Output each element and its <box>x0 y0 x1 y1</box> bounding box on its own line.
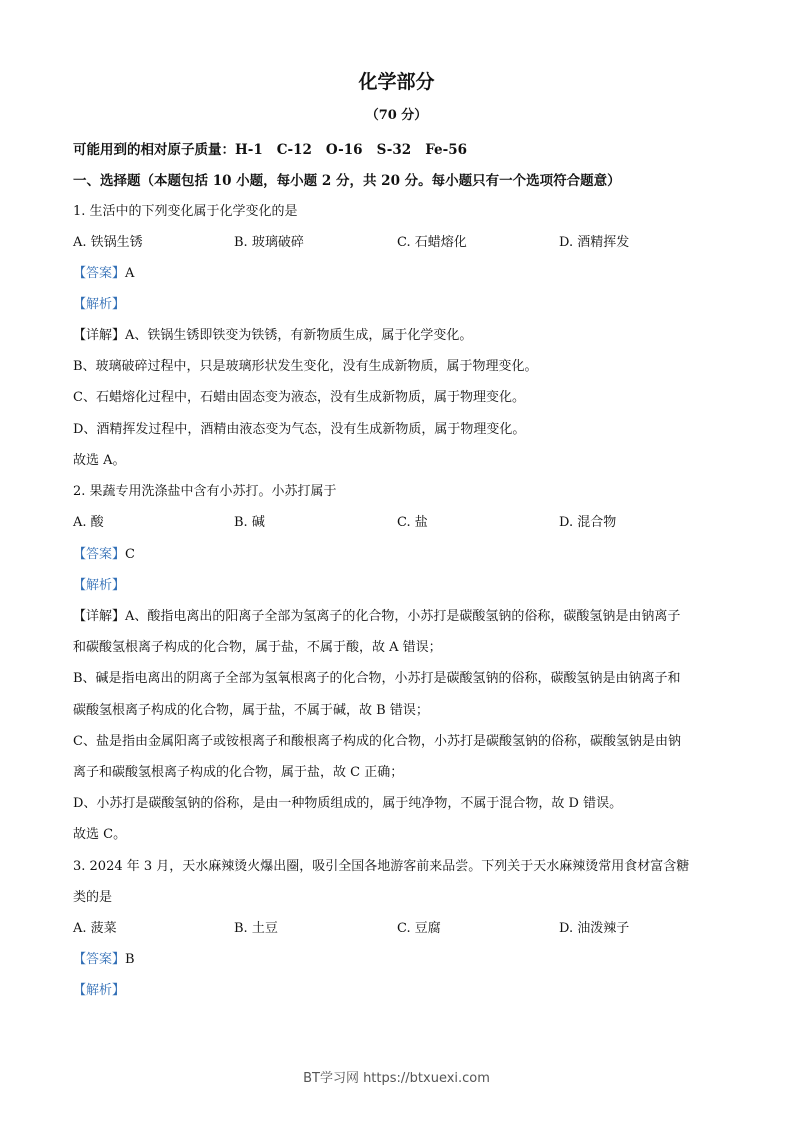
q3-option-a: A. 菠菜 <box>73 921 117 936</box>
detail-text: A、酸指电离出的阳离子全部为氢离子的化合物，小苏打是碳酸氢钠的俗称，碳酸氢钠是由钠离子 <box>125 609 681 624</box>
atomic-mass-item: H-1 <box>235 142 263 158</box>
answer-tag: 【答案】 <box>73 266 126 281</box>
q2-conclusion: 故选 C。 <box>73 827 127 842</box>
q2-detail-line: B、碱是指电离出的阴离子全部为氢氧根离子的化合物，小苏打是碳酸氢钠的俗称，碳酸氢钠是由钠离子和 <box>73 671 681 686</box>
question-3-stem-cont: 类的是 <box>73 890 113 905</box>
q3-answer <box>73 951 135 969</box>
q1-conclusion: 故选 A。 <box>73 453 126 468</box>
q1-detail-line: B、玻璃破碎过程中，只是玻璃形状发生变化，没有生成新物质，属于物理变化。 <box>73 359 538 374</box>
question-2-stem: 2. 果蔬专用洗涤盐中含有小苏打。小苏打属于 <box>73 484 337 499</box>
question-1-stem: 1. 生活中的下列变化属于化学变化的是 <box>73 204 298 219</box>
answer-value: B <box>125 952 135 967</box>
atomic-mass-item: S-32 <box>376 142 412 158</box>
page-title: 化学部分 <box>358 71 435 93</box>
q3-option-b: B. 土豆 <box>234 921 278 936</box>
q2-option-a: A. 酸 <box>73 515 104 530</box>
q1-answer <box>73 265 134 283</box>
q3-option-d: D. 油泼辣子 <box>559 921 630 936</box>
q2-detail-line <box>73 608 680 626</box>
q1-detail-line: D、酒精挥发过程中，酒精由液态变为气态，没有生成新物质，属于物理变化。 <box>73 422 526 437</box>
q1-detail-line: C、石蜡熔化过程中，石蜡由固态变为液态，没有生成新物质，属于物理变化。 <box>73 390 525 405</box>
answer-value: C <box>125 547 135 562</box>
page-subtitle: （70 分） <box>365 108 428 123</box>
q3-analysis-tag: 【解析】 <box>73 983 126 998</box>
atomic-mass-label: 可能用到的相对原子质量： <box>73 142 235 158</box>
q2-answer <box>73 546 135 564</box>
detail-tag: 【详解】 <box>73 609 126 624</box>
q2-detail-line: C、盐是指由金属阳离子或铵根离子和酸根离子构成的化合物，小苏打是碳酸氢钠的俗称，碳酸氢钠是由钠 <box>73 734 681 749</box>
q2-option-b: B. 碱 <box>234 515 265 530</box>
detail-text: A、铁锅生锈即铁变为铁锈，有新物质生成，属于化学变化。 <box>125 328 473 343</box>
answer-tag: 【答案】 <box>73 547 126 562</box>
q2-option-c: C. 盐 <box>397 515 428 530</box>
q1-detail-line <box>73 327 472 345</box>
atomic-mass-item: C-12 <box>276 142 312 158</box>
section-heading: 一、选择题（本题包括 10 小题，每小题 2 分，共 20 分。每小题只有一个选项符合题意） <box>73 173 621 189</box>
q3-option-c: C. 豆腐 <box>397 921 441 936</box>
atomic-mass-line <box>73 141 481 159</box>
footer-watermark: BT学习网 https://btxuexi.com <box>303 1071 490 1086</box>
q2-option-d: D. 混合物 <box>559 515 617 530</box>
q2-detail-line: 碳酸氢根离子构成的化合物，属于盐，不属于碱，故 B 错误； <box>73 703 429 718</box>
q1-option-d: D. 酒精挥发 <box>559 235 630 250</box>
answer-tag: 【答案】 <box>73 952 126 967</box>
question-3-stem: 3. 2024 年 3 月，天水麻辣烫火爆出圈，吸引全国各地游客前来品尝。下列关于天水麻辣烫常用食材富含糖 <box>73 859 690 874</box>
q2-detail-line: 和碳酸氢根离子构成的化合物，属于盐，不属于酸，故 A 错误； <box>73 640 442 655</box>
detail-tag: 【详解】 <box>73 328 126 343</box>
q2-analysis-tag: 【解析】 <box>73 578 126 593</box>
q1-option-a: A. 铁锅生锈 <box>73 235 143 250</box>
atomic-mass-item: Fe-56 <box>425 142 468 158</box>
q1-option-c: C. 石蜡熔化 <box>397 235 467 250</box>
q1-analysis-tag: 【解析】 <box>73 297 126 312</box>
q2-detail-line: 离子和碳酸氢根离子构成的化合物，属于盐，故 C 正确； <box>73 765 404 780</box>
atomic-mass-item: O-16 <box>325 142 363 158</box>
q2-detail-line: D、小苏打是碳酸氢钠的俗称，是由一种物质组成的，属于纯净物，不属于混合物，故 D 错误。 <box>73 796 623 811</box>
answer-value: A <box>125 266 135 281</box>
q1-option-b: B. 玻璃破碎 <box>234 235 304 250</box>
